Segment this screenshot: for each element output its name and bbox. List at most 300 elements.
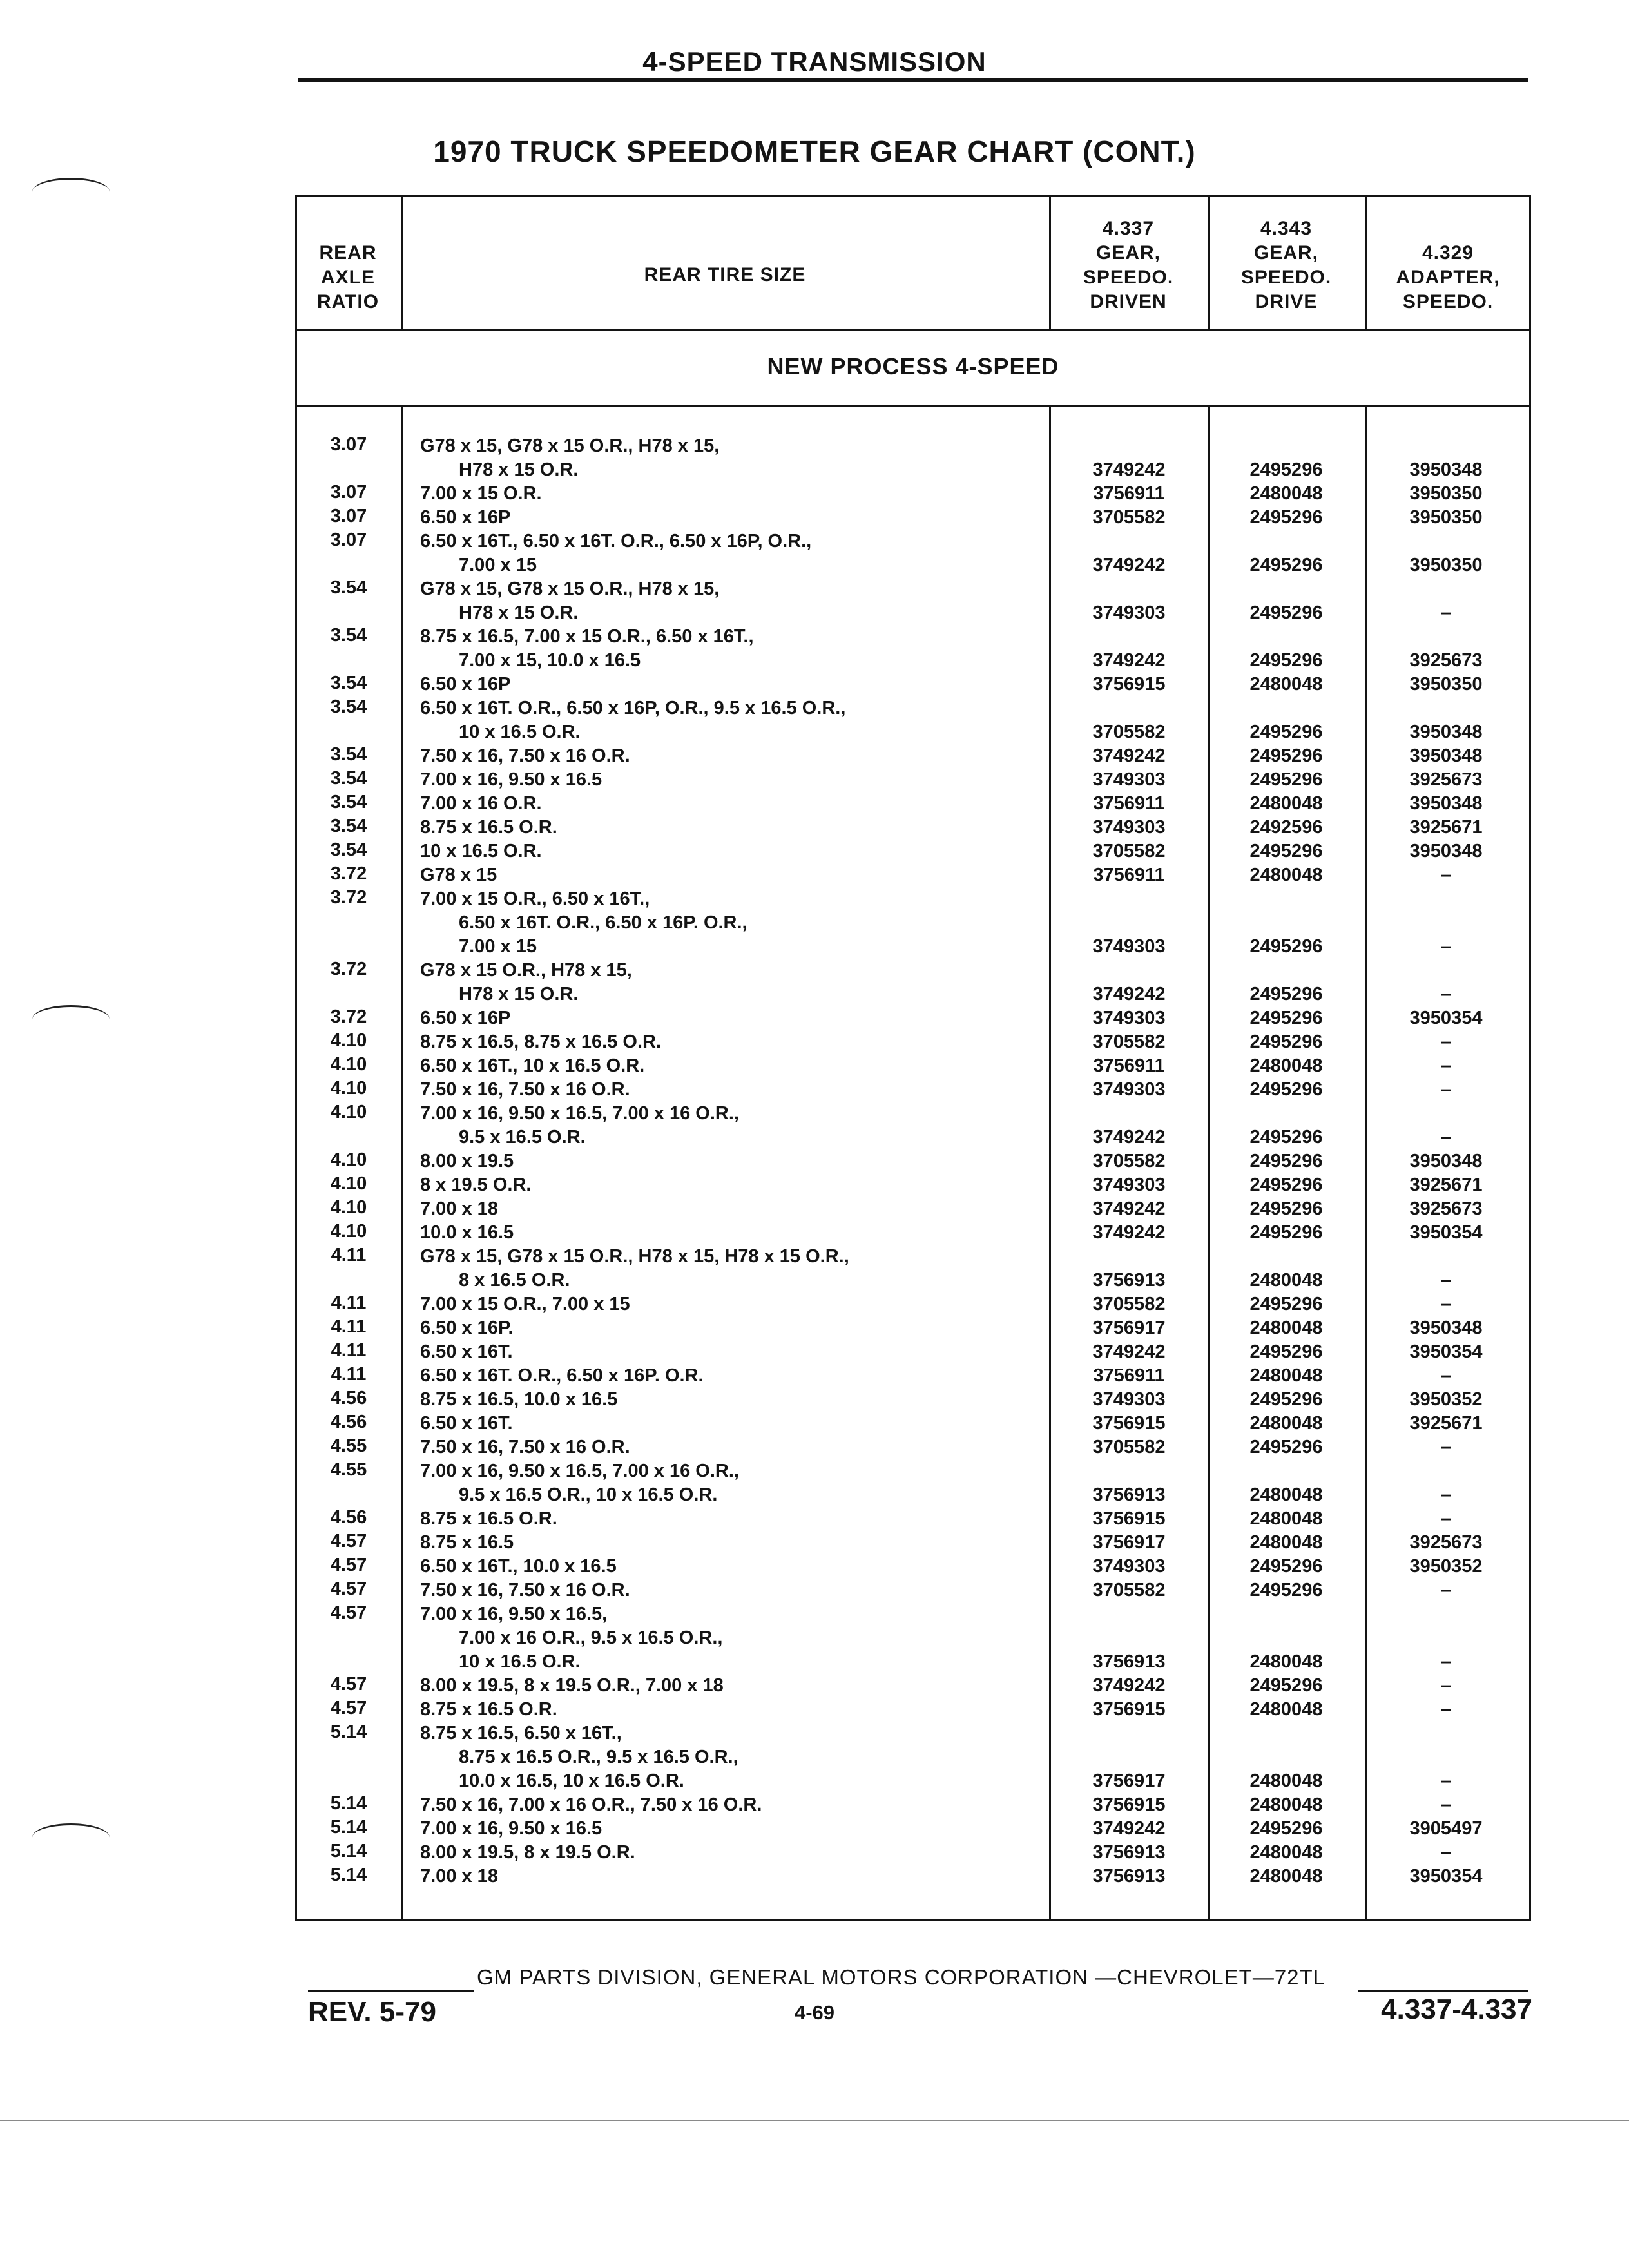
- gear-speedo-drive: 2480048: [1249, 1699, 1323, 1720]
- header-divider: [295, 329, 1531, 331]
- gear-speedo-drive: 2495296: [1249, 769, 1323, 790]
- gear-speedo-drive: 2495296: [1249, 1437, 1323, 1457]
- rear-tire-size: [420, 1293, 1039, 1316]
- gear-speedo-driven: 3756915: [1092, 1794, 1166, 1815]
- rear-axle-ratio: 3.54: [330, 816, 367, 836]
- gear-speedo-drive: 2495296: [1249, 1127, 1323, 1148]
- rear-tire-size: [420, 1436, 1039, 1459]
- gear-speedo-drive: 2495296: [1249, 1175, 1323, 1195]
- gear-speedo-driven: 3705582: [1092, 841, 1166, 861]
- rear-axle-ratio: 3.07: [330, 482, 367, 503]
- rear-axle-ratio: 3.54: [330, 673, 367, 693]
- adapter-speedo: –: [1440, 1842, 1452, 1863]
- gear-speedo-driven: 3756911: [1093, 865, 1165, 885]
- adapter-speedo: 3950348: [1409, 745, 1483, 766]
- section-label: NEW PROCESS 4-SPEED: [767, 353, 1059, 380]
- gear-speedo-driven: 3756915: [1092, 1699, 1166, 1720]
- col-header-rear-tire-size: REAR TIRE SIZE: [644, 264, 806, 285]
- gear-speedo-drive: 2495296: [1249, 1389, 1323, 1410]
- adapter-speedo: 3950350: [1409, 507, 1483, 528]
- rear-tire-size: [420, 744, 1039, 768]
- tire-size-line: 6.50 x 16P: [420, 507, 511, 528]
- tire-size-line: 6.50 x 16P: [420, 1008, 511, 1028]
- adapter-speedo: 3925673: [1409, 650, 1483, 671]
- rear-tire-size: [420, 1722, 1039, 1793]
- rear-tire-size: [420, 1078, 1039, 1102]
- adapter-speedo: –: [1440, 1437, 1452, 1457]
- rear-tire-size: [420, 1698, 1039, 1722]
- gear-speedo-driven: 3749242: [1092, 1818, 1166, 1839]
- revision-label: REV. 5-79: [308, 1996, 436, 2028]
- tire-size-line: 6.50 x 16T. O.R., 6.50 x 16P, O.R., 9.5 x 16.5 O.R.,: [420, 698, 846, 718]
- gear-speedo-drive: 2495296: [1249, 1079, 1323, 1100]
- tire-size-line: 6.50 x 16T. O.R., 6.50 x 16P. O.R.,: [459, 912, 747, 933]
- col-header-adapter-speedo: 4.329 ADAPTER, SPEEDO.: [1396, 242, 1500, 312]
- tire-size-line: 6.50 x 16P: [420, 674, 511, 695]
- rear-axle-ratio: 4.56: [330, 1388, 367, 1408]
- rear-axle-ratio: 4.55: [330, 1459, 367, 1480]
- rear-tire-size: [420, 1316, 1039, 1340]
- tire-size-line: 7.00 x 16, 9.50 x 16.5: [420, 769, 602, 790]
- tire-size-line: 7.50 x 16, 7.50 x 16 O.R.: [420, 745, 630, 766]
- gear-speedo-driven: 3749303: [1092, 1008, 1166, 1028]
- binder-hole-mark: [32, 1005, 110, 1033]
- adapter-speedo: 3950348: [1409, 1318, 1483, 1338]
- adapter-speedo: 3925673: [1409, 1532, 1483, 1553]
- rear-tire-size: [420, 1340, 1039, 1364]
- adapter-speedo: –: [1440, 1055, 1452, 1076]
- adapter-speedo: 3950354: [1409, 1008, 1483, 1028]
- tire-size-line: 8.00 x 19.5, 8 x 19.5 O.R., 7.00 x 18: [420, 1675, 724, 1696]
- gear-speedo-driven: 3756917: [1092, 1532, 1166, 1553]
- gear-speedo-driven: 3749242: [1092, 1222, 1166, 1243]
- rear-axle-ratio: 3.54: [330, 768, 367, 789]
- tire-size-line: 7.50 x 16, 7.00 x 16 O.R., 7.50 x 16 O.R.: [420, 1794, 762, 1815]
- gear-speedo-driven: 3749242: [1092, 1198, 1166, 1219]
- adapter-speedo: –: [1440, 984, 1452, 1004]
- gear-speedo-drive: 2495296: [1249, 1008, 1323, 1028]
- tire-size-line: 6.50 x 16T., 6.50 x 16T. O.R., 6.50 x 16P, O.R.,: [420, 531, 812, 552]
- gear-speedo-drive: 2480048: [1249, 1866, 1323, 1887]
- rear-axle-ratio: 4.10: [330, 1149, 367, 1170]
- gear-speedo-drive: 2480048: [1249, 483, 1323, 504]
- tire-size-line: 8.00 x 19.5, 8 x 19.5 O.R.: [420, 1842, 635, 1863]
- adapter-speedo: 3925673: [1409, 1198, 1483, 1219]
- adapter-speedo: 3925671: [1409, 1413, 1483, 1434]
- tire-size-line: G78 x 15, G78 x 15 O.R., H78 x 15, H78 x 15 O.R.,: [420, 1246, 849, 1267]
- tire-size-line: 8 x 16.5 O.R.: [459, 1270, 570, 1291]
- column-divider: [1365, 405, 1367, 1921]
- tire-size-line: 8.75 x 16.5 O.R.: [420, 1508, 557, 1529]
- rear-tire-size: [420, 625, 1039, 673]
- section-divider: [295, 405, 1531, 407]
- tire-size-line: 7.00 x 16, 9.50 x 16.5,: [420, 1604, 608, 1624]
- rear-tire-size: [420, 673, 1039, 697]
- gear-speedo-driven: 3749242: [1092, 1341, 1166, 1362]
- rear-tire-size: [420, 1555, 1039, 1579]
- rear-axle-ratio: 3.07: [330, 506, 367, 526]
- tire-size-line: 8 x 19.5 O.R.: [420, 1175, 532, 1195]
- adapter-speedo: –: [1440, 865, 1452, 885]
- rear-axle-ratio: 4.57: [330, 1579, 367, 1599]
- tire-size-line: 8.75 x 16.5, 7.00 x 15 O.R., 6.50 x 16T.,: [420, 626, 754, 647]
- gear-speedo-driven: 3749303: [1092, 817, 1166, 838]
- rear-axle-ratio: 5.14: [330, 1793, 367, 1814]
- gear-speedo-drive: 2480048: [1249, 1794, 1323, 1815]
- gear-speedo-drive: 2495296: [1249, 1675, 1323, 1696]
- gear-speedo-driven: 3749303: [1092, 1556, 1166, 1577]
- gear-speedo-drive: 2480048: [1249, 1532, 1323, 1553]
- rear-axle-ratio: 3.54: [330, 792, 367, 812]
- tire-size-line: 9.5 x 16.5 O.R., 10 x 16.5 O.R.: [459, 1485, 718, 1505]
- rear-tire-size: [420, 1364, 1039, 1388]
- page-number: 4-69: [794, 2001, 835, 2024]
- rear-tire-size: [420, 1221, 1039, 1245]
- gear-speedo-drive: 2480048: [1249, 1485, 1323, 1505]
- rear-tire-size: [420, 1674, 1039, 1698]
- tire-size-line: H78 x 15 O.R.: [459, 984, 579, 1004]
- rear-tire-size: [420, 530, 1039, 577]
- tire-size-line: 7.00 x 15 O.R., 7.00 x 15: [420, 1294, 630, 1314]
- rear-tire-size: [420, 1149, 1039, 1173]
- column-divider: [401, 195, 403, 329]
- rear-tire-size: [420, 1459, 1039, 1507]
- gear-speedo-drive: 2495296: [1249, 984, 1323, 1004]
- gear-speedo-driven: 3756913: [1092, 1485, 1166, 1505]
- rear-tire-size: [420, 1388, 1039, 1412]
- gear-speedo-drive: 2495296: [1249, 722, 1323, 742]
- rear-axle-ratio: 4.10: [330, 1173, 367, 1194]
- adapter-speedo: –: [1440, 1794, 1452, 1815]
- gear-speedo-drive: 2492596: [1249, 817, 1323, 838]
- adapter-speedo: 3950350: [1409, 674, 1483, 695]
- tire-size-line: 6.50 x 16T.: [420, 1341, 513, 1362]
- tire-size-line: 8.75 x 16.5: [420, 1532, 514, 1553]
- gear-speedo-drive: 2480048: [1249, 674, 1323, 695]
- adapter-speedo: –: [1440, 1699, 1452, 1720]
- col-header-gear-speedo-drive: 4.343 GEAR, SPEEDO. DRIVE: [1240, 218, 1332, 312]
- gear-speedo-drive: 2495296: [1249, 459, 1323, 480]
- rear-axle-ratio: 3.54: [330, 625, 367, 646]
- rear-axle-ratio: 4.10: [330, 1197, 367, 1218]
- rear-axle-ratio: 3.72: [330, 1006, 367, 1027]
- gear-speedo-driven: 3756911: [1093, 793, 1165, 814]
- rear-axle-ratio: 4.11: [331, 1340, 367, 1361]
- adapter-speedo: 3925673: [1409, 769, 1483, 790]
- rear-axle-ratio: 5.14: [330, 1722, 367, 1742]
- tire-size-line: 7.00 x 15: [459, 555, 537, 575]
- gear-speedo-drive: 2495296: [1249, 555, 1323, 575]
- gear-speedo-drive: 2495296: [1249, 1580, 1323, 1600]
- adapter-speedo: –: [1440, 1032, 1452, 1052]
- rear-axle-ratio: 4.11: [331, 1293, 367, 1313]
- gear-speedo-drive: 2480048: [1249, 1651, 1323, 1672]
- gear-speedo-drive: 2495296: [1249, 1341, 1323, 1362]
- rear-axle-ratio: 4.57: [330, 1674, 367, 1695]
- adapter-speedo: –: [1440, 602, 1452, 623]
- rear-axle-ratio: 4.56: [330, 1507, 367, 1528]
- rear-tire-size: [420, 1173, 1039, 1197]
- header-rule: [298, 78, 1528, 82]
- gear-speedo-drive: 2495296: [1249, 1818, 1323, 1839]
- adapter-speedo: 3950348: [1409, 1151, 1483, 1171]
- rear-tire-size: [420, 816, 1039, 840]
- tire-size-line: 7.00 x 16, 9.50 x 16.5, 7.00 x 16 O.R.,: [420, 1103, 739, 1124]
- adapter-speedo: –: [1440, 1508, 1452, 1529]
- tire-size-line: 7.00 x 16 O.R., 9.5 x 16.5 O.R.,: [459, 1628, 723, 1648]
- rear-tire-size: [420, 1006, 1039, 1030]
- footer-line: GM PARTS DIVISION, GENERAL MOTORS CORPORATION —CHEVROLET—72TL: [477, 1965, 1326, 1989]
- gear-speedo-driven: 3705582: [1092, 1437, 1166, 1457]
- tire-size-line: 10 x 16.5 O.R.: [459, 722, 581, 742]
- tire-size-line: G78 x 15: [420, 865, 497, 885]
- scan-edge-rule: [0, 2120, 1629, 2121]
- tire-size-line: 6.50 x 16P.: [420, 1318, 514, 1338]
- tire-size-line: 8.75 x 16.5, 10.0 x 16.5: [420, 1389, 618, 1410]
- gear-speedo-driven: 3756913: [1092, 1842, 1166, 1863]
- tire-size-line: 9.5 x 16.5 O.R.: [459, 1127, 586, 1148]
- footer-rule-left: [308, 1990, 474, 1992]
- gear-speedo-driven: 3749303: [1092, 936, 1166, 957]
- adapter-speedo: –: [1440, 1270, 1452, 1291]
- group-number: 4.337-4.337: [1381, 1994, 1532, 2025]
- adapter-speedo: 3950352: [1409, 1389, 1483, 1410]
- rear-tire-size: [420, 1793, 1039, 1817]
- rear-tire-size: [420, 792, 1039, 816]
- rear-axle-ratio: 4.10: [330, 1078, 367, 1099]
- adapter-speedo: –: [1440, 1675, 1452, 1696]
- adapter-speedo: –: [1440, 1127, 1452, 1148]
- rear-axle-ratio: 4.11: [331, 1245, 367, 1265]
- gear-speedo-drive: 2495296: [1249, 602, 1323, 623]
- gear-speedo-drive: 2480048: [1249, 1318, 1323, 1338]
- adapter-speedo: –: [1440, 1365, 1452, 1386]
- adapter-speedo: –: [1440, 1294, 1452, 1314]
- rear-axle-ratio: 3.54: [330, 744, 367, 765]
- rear-tire-size: [420, 1602, 1039, 1674]
- gear-speedo-drive: 2495296: [1249, 1198, 1323, 1219]
- tire-size-line: 7.00 x 16 O.R.: [420, 793, 542, 814]
- rear-tire-size: [420, 1030, 1039, 1054]
- gear-speedo-driven: 3749242: [1092, 984, 1166, 1004]
- gear-speedo-driven: 3756911: [1093, 483, 1165, 504]
- rear-axle-ratio: 4.57: [330, 1602, 367, 1623]
- adapter-speedo: –: [1440, 1580, 1452, 1600]
- rear-axle-ratio: 3.72: [330, 887, 367, 908]
- footer-rule-right: [1358, 1990, 1528, 1992]
- gear-speedo-drive: 2495296: [1249, 841, 1323, 861]
- rear-tire-size: [420, 577, 1039, 625]
- gear-speedo-drive: 2495296: [1249, 650, 1323, 671]
- rear-axle-ratio: 4.10: [330, 1102, 367, 1122]
- gear-speedo-drive: 2480048: [1249, 1365, 1323, 1386]
- adapter-speedo: 3950354: [1409, 1341, 1483, 1362]
- gear-speedo-drive: 2495296: [1249, 745, 1323, 766]
- rear-tire-size: [420, 1102, 1039, 1149]
- rear-tire-size: [420, 697, 1039, 744]
- gear-speedo-driven: 3756911: [1093, 1365, 1165, 1386]
- gear-speedo-driven: 3749242: [1092, 1675, 1166, 1696]
- gear-speedo-drive: 2480048: [1249, 1055, 1323, 1076]
- gear-speedo-driven: 3756911: [1093, 1055, 1165, 1076]
- adapter-speedo: 3950348: [1409, 722, 1483, 742]
- adapter-speedo: –: [1440, 936, 1452, 957]
- chart-title: 1970 TRUCK SPEEDOMETER GEAR CHART (CONT.): [433, 135, 1196, 168]
- rear-tire-size: [420, 482, 1039, 506]
- tire-size-line: H78 x 15 O.R.: [459, 602, 579, 623]
- tire-size-line: 10 x 16.5 O.R.: [459, 1651, 581, 1672]
- tire-size-line: 6.50 x 16T., 10 x 16.5 O.R.: [420, 1055, 645, 1076]
- adapter-speedo: 3905497: [1409, 1818, 1483, 1839]
- section-title: 4-SPEED TRANSMISSION: [642, 46, 987, 77]
- gear-speedo-driven: 3749303: [1092, 1389, 1166, 1410]
- gear-speedo-drive: 2495296: [1249, 507, 1323, 528]
- gear-speedo-driven: 3749242: [1092, 1127, 1166, 1148]
- rear-axle-ratio: 4.10: [330, 1030, 367, 1051]
- gear-speedo-driven: 3756917: [1092, 1318, 1166, 1338]
- tire-size-line: 8.75 x 16.5 O.R.: [420, 1699, 557, 1720]
- tire-size-line: 6.50 x 16T. O.R., 6.50 x 16P. O.R.: [420, 1365, 704, 1386]
- rear-tire-size: [420, 506, 1039, 530]
- gear-speedo-driven: 3705582: [1092, 1032, 1166, 1052]
- gear-speedo-driven: 3756915: [1092, 1508, 1166, 1529]
- rear-axle-ratio: 4.10: [330, 1054, 367, 1075]
- rear-axle-ratio: 5.14: [330, 1865, 367, 1885]
- adapter-speedo: –: [1440, 1651, 1452, 1672]
- adapter-speedo: 3950350: [1409, 555, 1483, 575]
- adapter-speedo: 3950354: [1409, 1866, 1483, 1887]
- col-header-rear-axle-ratio: REAR AXLE RATIO: [316, 242, 380, 312]
- gear-speedo-driven: 3705582: [1092, 507, 1166, 528]
- rear-axle-ratio: 4.57: [330, 1531, 367, 1552]
- rear-axle-ratio: 4.10: [330, 1221, 367, 1242]
- gear-speedo-drive: 2480048: [1249, 1771, 1323, 1791]
- rear-tire-size: [420, 1507, 1039, 1531]
- rear-axle-ratio: 4.57: [330, 1555, 367, 1575]
- tire-size-line: 7.00 x 16, 9.50 x 16.5: [420, 1818, 602, 1839]
- column-divider: [1049, 405, 1051, 1921]
- col-header-gear-speedo-driven: 4.337 GEAR, SPEEDO. DRIVEN: [1083, 218, 1174, 312]
- tire-size-line: 7.00 x 15 O.R., 6.50 x 16T.,: [420, 889, 650, 909]
- rear-axle-ratio: 4.11: [331, 1364, 367, 1385]
- gear-speedo-drive: 2480048: [1249, 1508, 1323, 1529]
- adapter-speedo: 3950352: [1409, 1556, 1483, 1577]
- tire-size-line: 7.00 x 18: [420, 1198, 498, 1219]
- gear-speedo-driven: 3756913: [1092, 1866, 1166, 1887]
- adapter-speedo: 3950350: [1409, 483, 1483, 504]
- rear-tire-size: [420, 1531, 1039, 1555]
- gear-speedo-drive: 2480048: [1249, 1842, 1323, 1863]
- gear-speedo-driven: 3749303: [1092, 1175, 1166, 1195]
- gear-speedo-driven: 3749242: [1092, 650, 1166, 671]
- rear-tire-size: [420, 863, 1039, 887]
- gear-speedo-driven: 3749242: [1092, 555, 1166, 575]
- gear-speedo-drive: 2495296: [1249, 1556, 1323, 1577]
- tire-size-line: 7.00 x 16, 9.50 x 16.5, 7.00 x 16 O.R.,: [420, 1461, 739, 1481]
- adapter-speedo: 3925671: [1409, 1175, 1483, 1195]
- tire-size-line: 8.75 x 16.5, 6.50 x 16T.,: [420, 1723, 622, 1744]
- gear-speedo-driven: 3705582: [1092, 1580, 1166, 1600]
- adapter-speedo: 3950354: [1409, 1222, 1483, 1243]
- gear-speedo-driven: 3756917: [1092, 1771, 1166, 1791]
- rear-axle-ratio: 3.07: [330, 530, 367, 550]
- tire-size-line: 7.00 x 15, 10.0 x 16.5: [459, 650, 641, 671]
- gear-speedo-driven: 3756913: [1092, 1270, 1166, 1291]
- gear-speedo-drive: 2480048: [1249, 865, 1323, 885]
- tire-size-line: H78 x 15 O.R.: [459, 459, 579, 480]
- tire-size-line: G78 x 15 O.R., H78 x 15,: [420, 960, 632, 981]
- rear-axle-ratio: 3.72: [330, 863, 367, 884]
- gear-speedo-drive: 2495296: [1249, 1151, 1323, 1171]
- rear-tire-size: [420, 1412, 1039, 1436]
- gear-speedo-drive: 2495296: [1249, 1032, 1323, 1052]
- rear-axle-ratio: 3.54: [330, 577, 367, 598]
- tire-size-line: 7.50 x 16, 7.50 x 16 O.R.: [420, 1079, 630, 1100]
- gear-speedo-drive: 2480048: [1249, 1270, 1323, 1291]
- rear-tire-size: [420, 1579, 1039, 1602]
- tire-size-line: 7.50 x 16, 7.50 x 16 O.R.: [420, 1580, 630, 1600]
- adapter-speedo: 3950348: [1409, 793, 1483, 814]
- rear-axle-ratio: 3.72: [330, 959, 367, 979]
- rear-axle-ratio: 4.57: [330, 1698, 367, 1718]
- adapter-speedo: 3950348: [1409, 841, 1483, 861]
- tire-size-line: 8.75 x 16.5 O.R., 9.5 x 16.5 O.R.,: [459, 1747, 738, 1767]
- gear-speedo-drive: 2480048: [1249, 793, 1323, 814]
- adapter-speedo: –: [1440, 1771, 1452, 1791]
- rear-axle-ratio: 5.14: [330, 1841, 367, 1861]
- tire-size-line: 6.50 x 16T., 10.0 x 16.5: [420, 1556, 617, 1577]
- rear-tire-size: [420, 434, 1039, 482]
- adapter-speedo: 3925671: [1409, 817, 1483, 838]
- gear-speedo-driven: 3749242: [1092, 459, 1166, 480]
- gear-speedo-driven: 3749242: [1092, 745, 1166, 766]
- gear-speedo-driven: 3705582: [1092, 1294, 1166, 1314]
- gear-speedo-driven: 3749303: [1092, 769, 1166, 790]
- rear-tire-size: [420, 1841, 1039, 1865]
- rear-axle-ratio: 4.55: [330, 1436, 367, 1456]
- rear-axle-ratio: 3.54: [330, 697, 367, 717]
- gear-speedo-drive: 2495296: [1249, 1222, 1323, 1243]
- tire-size-line: 8.75 x 16.5 O.R.: [420, 817, 557, 838]
- tire-size-line: G78 x 15, G78 x 15 O.R., H78 x 15,: [420, 579, 720, 599]
- rear-tire-size: [420, 1054, 1039, 1078]
- tire-size-line: 10 x 16.5 O.R.: [420, 841, 542, 861]
- tire-size-line: 7.00 x 18: [420, 1866, 498, 1887]
- tire-size-line: 7.00 x 15 O.R.: [420, 483, 542, 504]
- gear-speedo-drive: 2495296: [1249, 1294, 1323, 1314]
- gear-speedo-drive: 2480048: [1249, 1413, 1323, 1434]
- tire-size-line: 6.50 x 16T.: [420, 1413, 513, 1434]
- gear-speedo-driven: 3756915: [1092, 674, 1166, 695]
- binder-hole-mark: [32, 1823, 110, 1851]
- rear-axle-ratio: 4.56: [330, 1412, 367, 1432]
- rear-axle-ratio: 3.54: [330, 840, 367, 860]
- rear-axle-ratio: 3.07: [330, 434, 367, 455]
- tire-size-line: 8.75 x 16.5, 8.75 x 16.5 O.R.: [420, 1032, 662, 1052]
- gear-speedo-driven: 3749303: [1092, 1079, 1166, 1100]
- tire-size-line: 10.0 x 16.5, 10 x 16.5 O.R.: [459, 1771, 684, 1791]
- tire-size-line: 10.0 x 16.5: [420, 1222, 514, 1243]
- gear-speedo-driven: 3756915: [1092, 1413, 1166, 1434]
- gear-speedo-driven: 3749303: [1092, 602, 1166, 623]
- gear-speedo-driven: 3705582: [1092, 1151, 1166, 1171]
- rear-tire-size: [420, 1245, 1039, 1293]
- rear-tire-size: [420, 959, 1039, 1006]
- binder-hole-mark: [32, 178, 110, 206]
- gear-speedo-driven: 3705582: [1092, 722, 1166, 742]
- rear-tire-size: [420, 1197, 1039, 1221]
- rear-tire-size: [420, 1865, 1039, 1888]
